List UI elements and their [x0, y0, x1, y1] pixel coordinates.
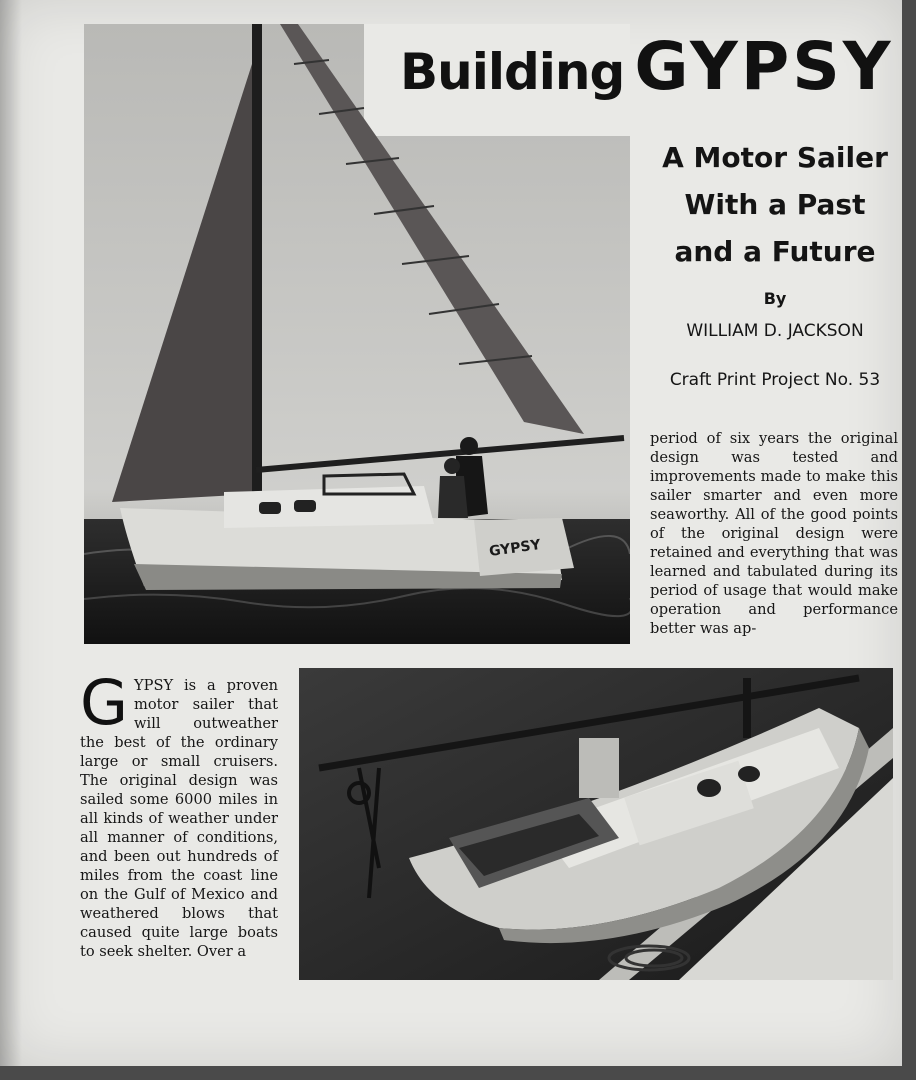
subtitle-line: A Motor Sailer	[662, 141, 888, 174]
binding-shadow	[0, 0, 22, 1066]
subtitle-line: and a Future	[674, 235, 876, 268]
article-subtitle	[640, 134, 910, 275]
subtitle-line: With a Past	[684, 188, 866, 221]
boat-stern-lettering: GYPSY	[488, 536, 542, 560]
title-building: Building	[400, 43, 625, 101]
body-text-left-column	[80, 666, 278, 961]
body-text-right-column: period of six years the original design was tested and improvements made to make this sailer smarter and even more seaworthy. All of the good points of the original design were retained and everything that was learned and tabulated during its period of usage that would make operation and performance better was ap-	[650, 430, 898, 637]
boat-at-dock-photo	[299, 668, 893, 980]
author-name: WILLIAM D. JACKSON	[686, 321, 864, 341]
title-gypsy: GYPSY	[634, 28, 894, 105]
project-number: Craft Print Project No. 53	[669, 370, 881, 390]
drop-cap: G	[80, 666, 129, 739]
article-title	[400, 28, 900, 105]
by-label: By	[763, 289, 787, 308]
body-text-left: YPSY is a proven motor sailer that will outweather the best of the ordinary large or small cruisers. The original design was sailed some 6000 miles in all kinds of weather under all manner of conditions, and been out hundreds of miles from the coast line on the Gulf of Mexico and weathered blows that caused quite large boats to seek shelter. Over a	[80, 677, 278, 960]
sailboat-photo	[84, 24, 630, 644]
